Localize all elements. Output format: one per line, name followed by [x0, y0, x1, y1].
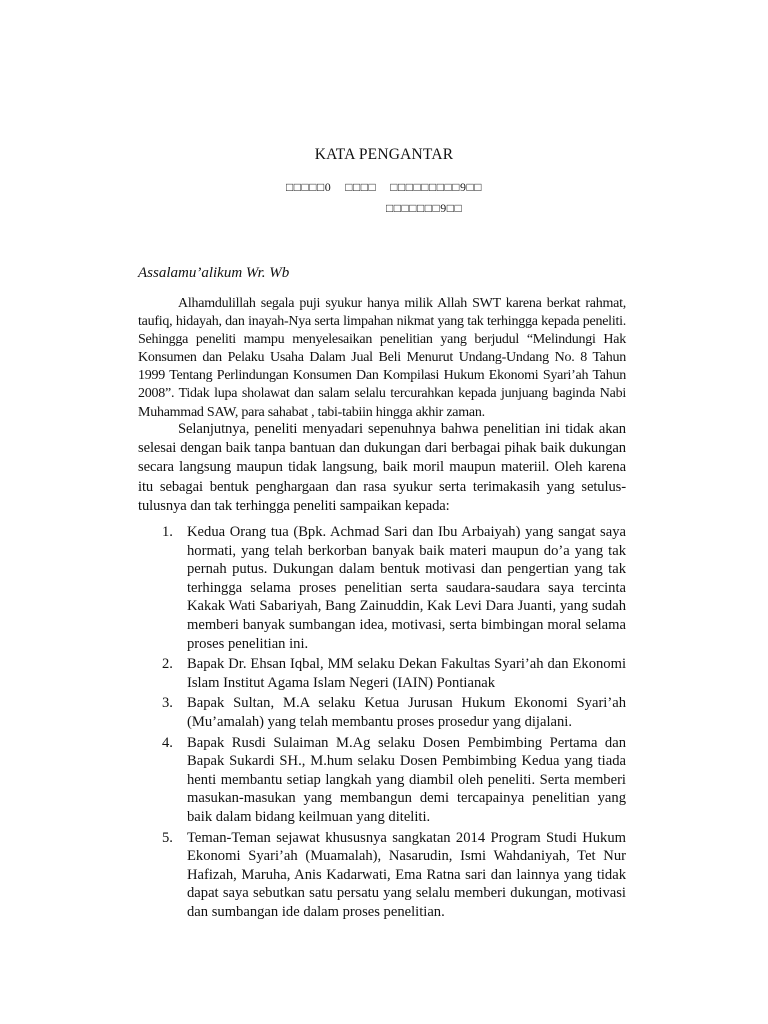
paragraph-opening: Alhamdulillah segala puji syukur hanya milik Allah SWT karena berkat rahmat, taufiq, hidayah, dan inayah-Nya serta limpahan nikmat yang tak terhingga kepada peneliti. Sehingga peneliti mampu menyelesaikan penelitian yang berjudul “Melindungi Hak Konsumen dan Pelaku Usaha Dalam Jual Beli Menurut Undang-Undang No. 8 Tahun 1999 Tentang Perlindungan Konsumen Dan Kompilasi Hukum Ekonomi Syari’ah Tahun 2008”. Tidak lupa sholawat dan salam selalu tercurahkan kepada junjuang baginda Nabi Muhammad SAW, para sahabat , tabi-tabiin hingga akhir zaman. [138, 296, 626, 420]
greeting: Assalamu’alikum Wr. Wb [138, 265, 290, 281]
list-item-text: Bapak Dr. Ehsan Iqbal, MM selaku Dekan Fakultas Syari’ah dan Ekonomi Islam Institut Agama Islam Negeri (IAIN) Pontianak [187, 656, 626, 691]
list-item-text: Bapak Sultan, M.A selaku Ketua Jurusan Hukum Ekonomi Syari’ah (Mu’amalah) yang telah membantu proses prosedur yang dijalani. [187, 695, 626, 730]
list-item-text: Bapak Rusdi Sulaiman M.Ag selaku Dosen Pembimbing Pertama dan Bapak Sukardi SH., M.hum selaku Dosen Pembimbing Kedua yang tiada henti membantu setiap langkah yang diambil oleh peneliti. Serta memberi masukan-masukan yang membangun demi tercapainya penelitian yang baik dalam bidang keilmuan yang diteliti. [187, 734, 626, 825]
list-item-number: 2. [162, 656, 173, 673]
page-title: KATA PENGANTAR [314, 146, 454, 163]
list-item [138, 694, 626, 731]
list-item [138, 523, 626, 653]
list-item [138, 655, 626, 692]
list-item [138, 734, 626, 827]
list-item-number: 5. [162, 829, 173, 846]
paragraph-acknowledgement-intro: Selanjutnya, peneliti menyadari sepenuhnya bahwa penelitian ini tidak akan selesai dengan baik tanpa bantuan dan dukungan dari berbagai pihak baik dukungan secara langsung maupun tidak langsung, baik moril maupun materiil. Oleh karena itu sebagai bentuk penghargaan dan rasa syukur serta terimakasih yang setulus-tulusnya dan tak terhingga peneliti sampaikan kepada: [138, 421, 626, 514]
list-item-number: 3. [162, 695, 173, 712]
arabic-invocation-line-2: □□□□□□□9□□ [386, 201, 463, 215]
list-item-number: 4. [162, 734, 173, 751]
list-item-number: 1. [162, 524, 173, 540]
list-item [138, 829, 626, 922]
list-item-text: Teman-Teman sejawat khususnya sangkatan 2014 Program Studi Hukum Ekonomi Syari’ah (Muamalah), Nasarudin, Ismi Wahdaniyah, Tet Nur Hafizah, Maruha, Anis Kadarwati, Ema Ratna sari dan lainnya yang tidak dapat saya sebutkan satu persatu yang selalu memberi dukungan, motivasi dan sumbangan ide dalam proses penelitian. [187, 829, 626, 920]
arabic-invocation-line-1: □□□□□0 □□□□ □□□□□□□□□9□□ [286, 180, 482, 194]
list-item-text: Kedua Orang tua (Bpk. Achmad Sari dan Ibu Arbaiyah) yang sangat saya hormati, yang telah berkorban banyak baik materi maupun do’a yang tak pernah putus. Dukungan dalam bentuk motivasi dan pengertian yang tak terhingga selama proses penelitian serta saudara-saudara saya tercinta Kakak Wati Sabariyah, Bang Zainuddin, Kak Levi Dara Juanti, yang sudah memberi banyak sumbangan idea, motivasi, serta bimbingan moral selama proses penelitian ini. [187, 524, 626, 652]
acknowledgement-list [138, 523, 626, 923]
